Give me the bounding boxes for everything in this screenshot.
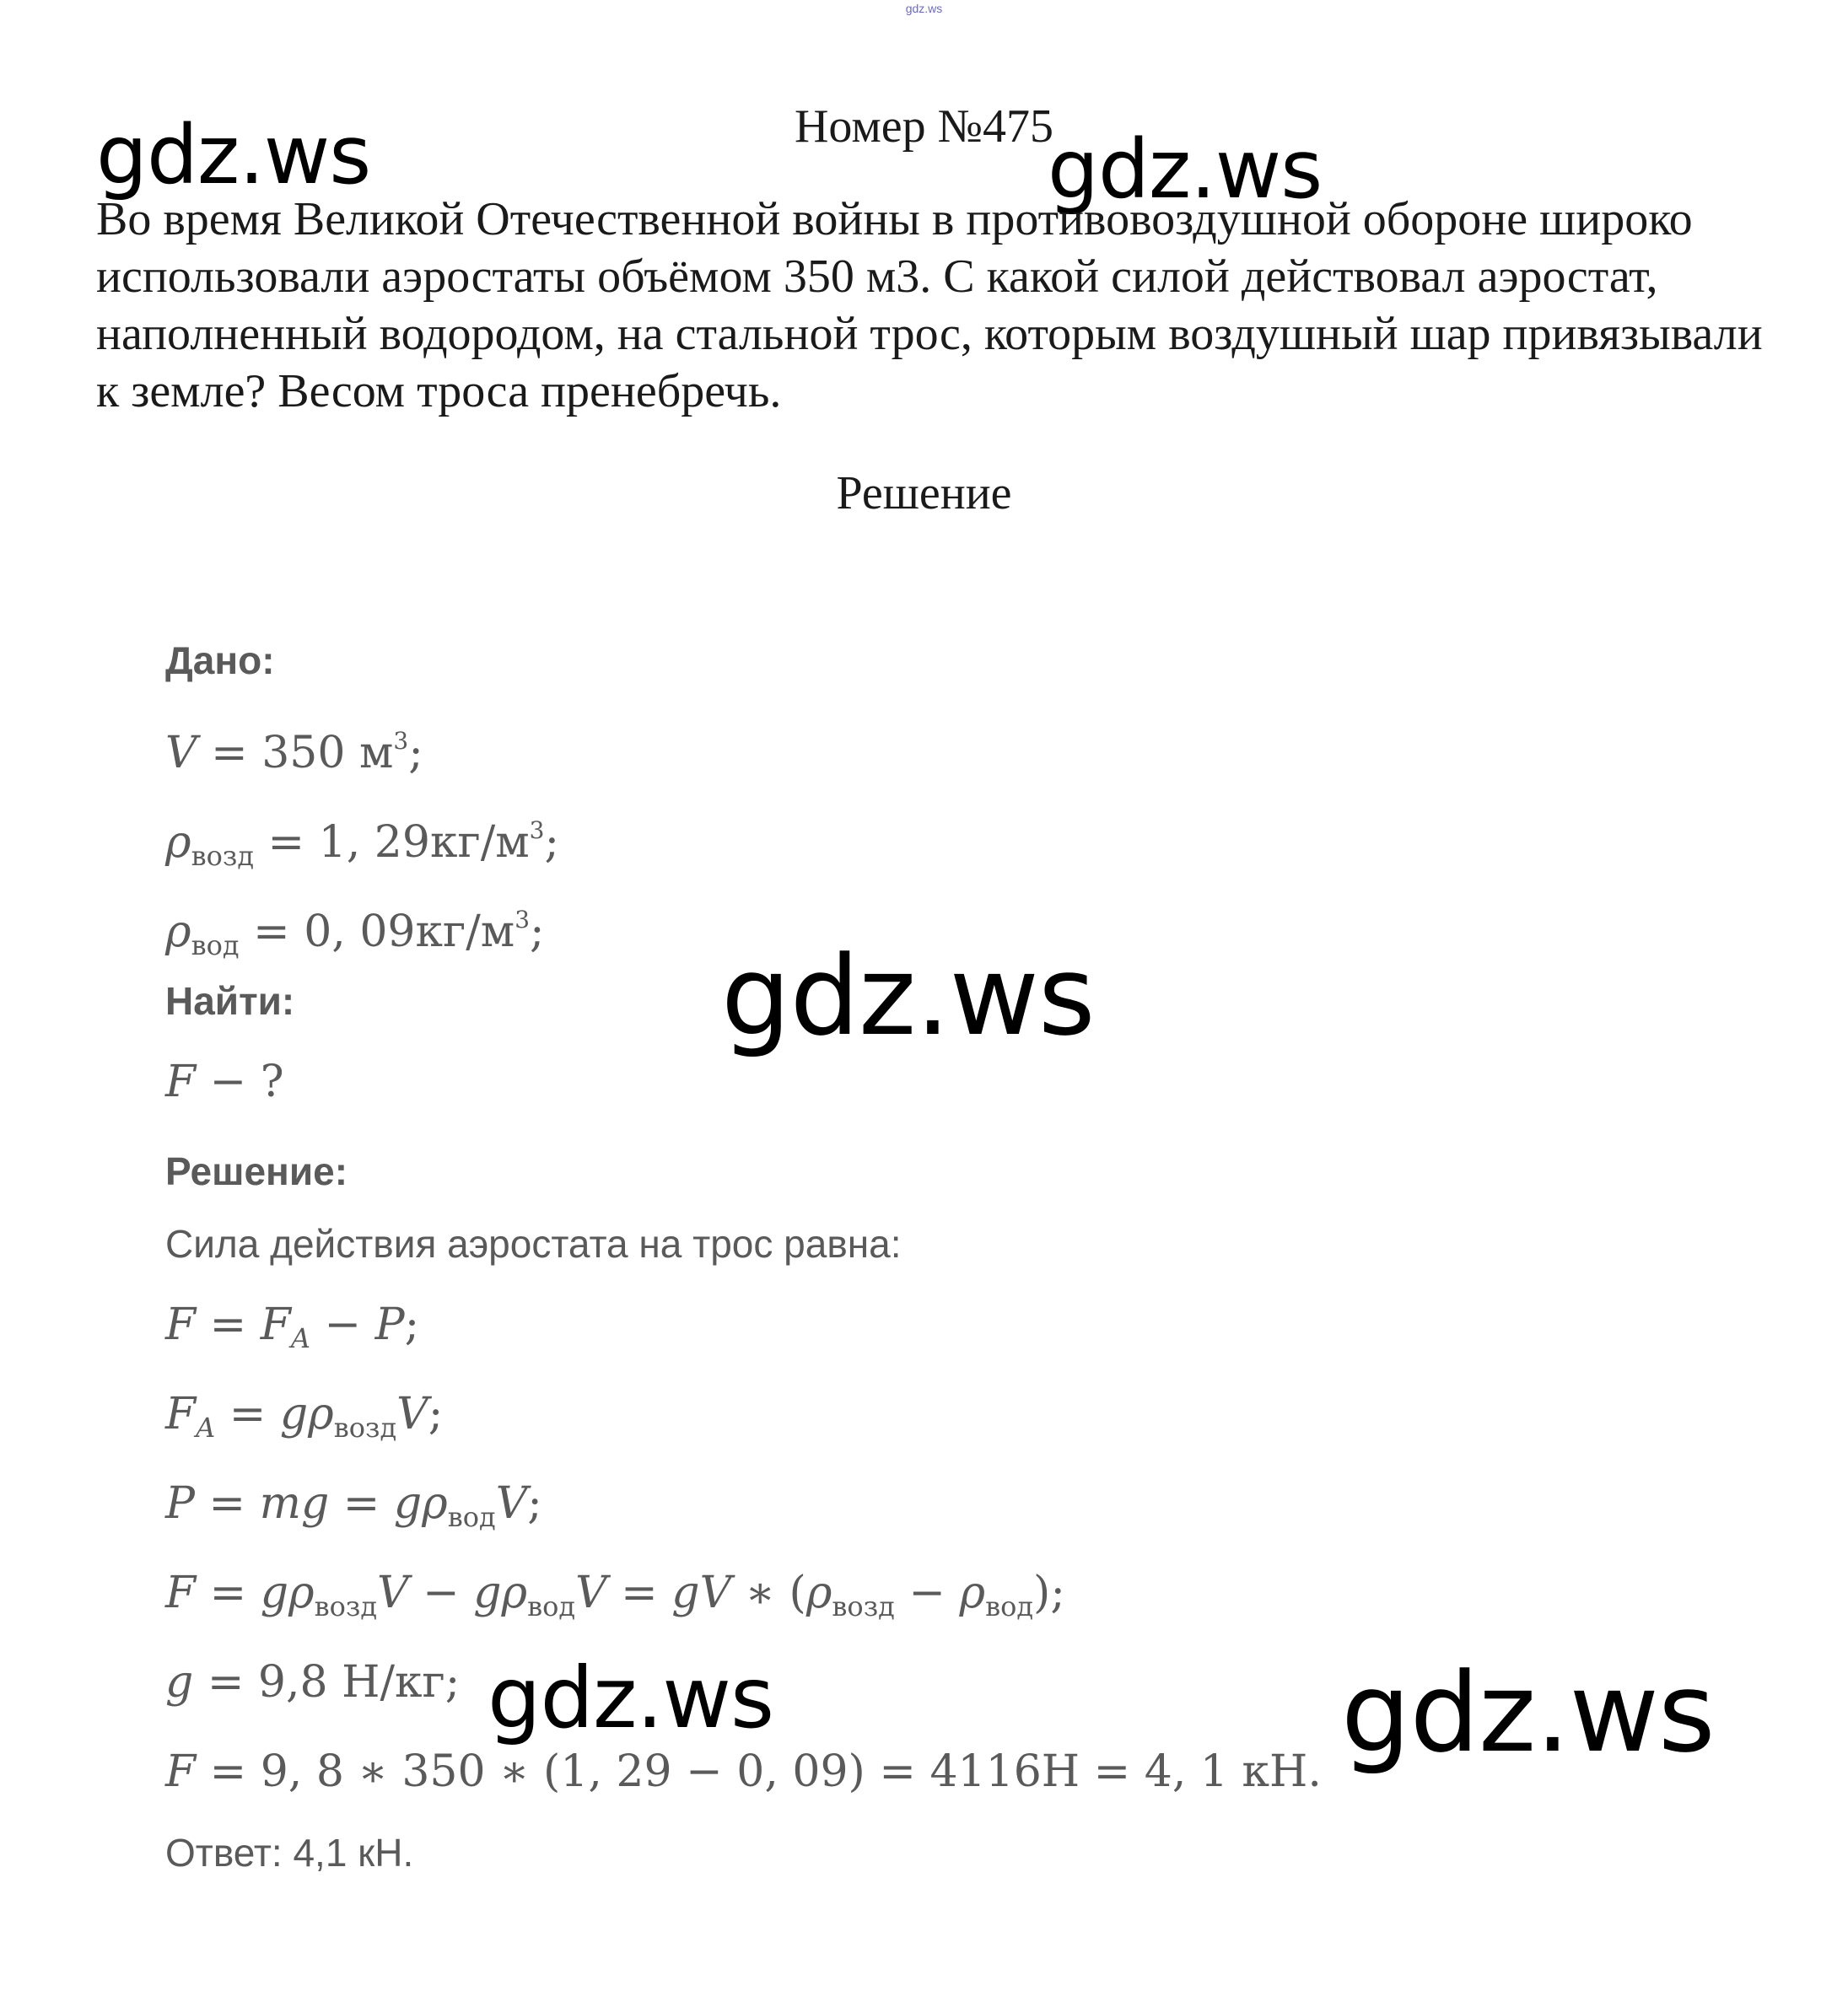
watermark: gdz.ws	[1341, 1649, 1715, 1777]
find-label: Найти:	[165, 979, 295, 1023]
solution-intro: Сила действия аэростата на трос равна:	[165, 1222, 902, 1266]
watermark: gdz.ws	[1048, 122, 1323, 217]
problem-text: Во время Великой Отечественной войны в противовоздушной обороне широко использовали аэростаты объёмом 350 м3. С какой силой действовал аэростат, наполненный водородом, на стальной трос, которым воздушный шар привязывали к земле? Весом троса пренебречь.	[96, 193, 1763, 417]
solution-label: Решение:	[165, 1149, 348, 1193]
gravity-constant: g = 9,8 Н/кг;	[165, 1657, 461, 1708]
equation-result: F = 9, 8 ∗ 350 ∗ (1, 29 − 0, 09) = 4116Н = 4, 1 кН.	[165, 1746, 1322, 1797]
solution-heading: Решение	[836, 467, 1012, 519]
given-volume: V = 350 $м^3$;	[165, 727, 423, 778]
given-hydrogen-density: $\rho_{вод} = 0$, $09кг/м^3$;	[165, 906, 545, 961]
watermark: gdz.ws	[721, 932, 1095, 1060]
equation-archimedes: $F_A = g\rho_{возд}V$;	[165, 1389, 444, 1444]
site-mark: gdz.ws	[905, 2, 943, 15]
equation-combined: $F = g\rho_{возд}V - g\rho_{вод}V$ = gV ∗ $(\rho_{возд} - \rho_{вод})$;	[165, 1568, 1065, 1622]
solution-block	[165, 624, 1430, 1889]
answer: Ответ: 4,1 кН.	[165, 1831, 414, 1875]
find-value: F − ?	[165, 1057, 284, 1107]
watermark: gdz.ws	[488, 1649, 774, 1747]
given-label: Дано:	[165, 638, 275, 682]
page-title: Номер №475	[794, 100, 1054, 153]
watermark: gdz.ws	[96, 108, 371, 202]
equation-net-force: $F = F_A - P$;	[165, 1299, 420, 1354]
given-air-density: $\rho_{возд} = 1$, $29кг/м^3$;	[165, 816, 560, 872]
equation-weight: P = mg = $g\rho_{вод}V$;	[165, 1478, 542, 1533]
